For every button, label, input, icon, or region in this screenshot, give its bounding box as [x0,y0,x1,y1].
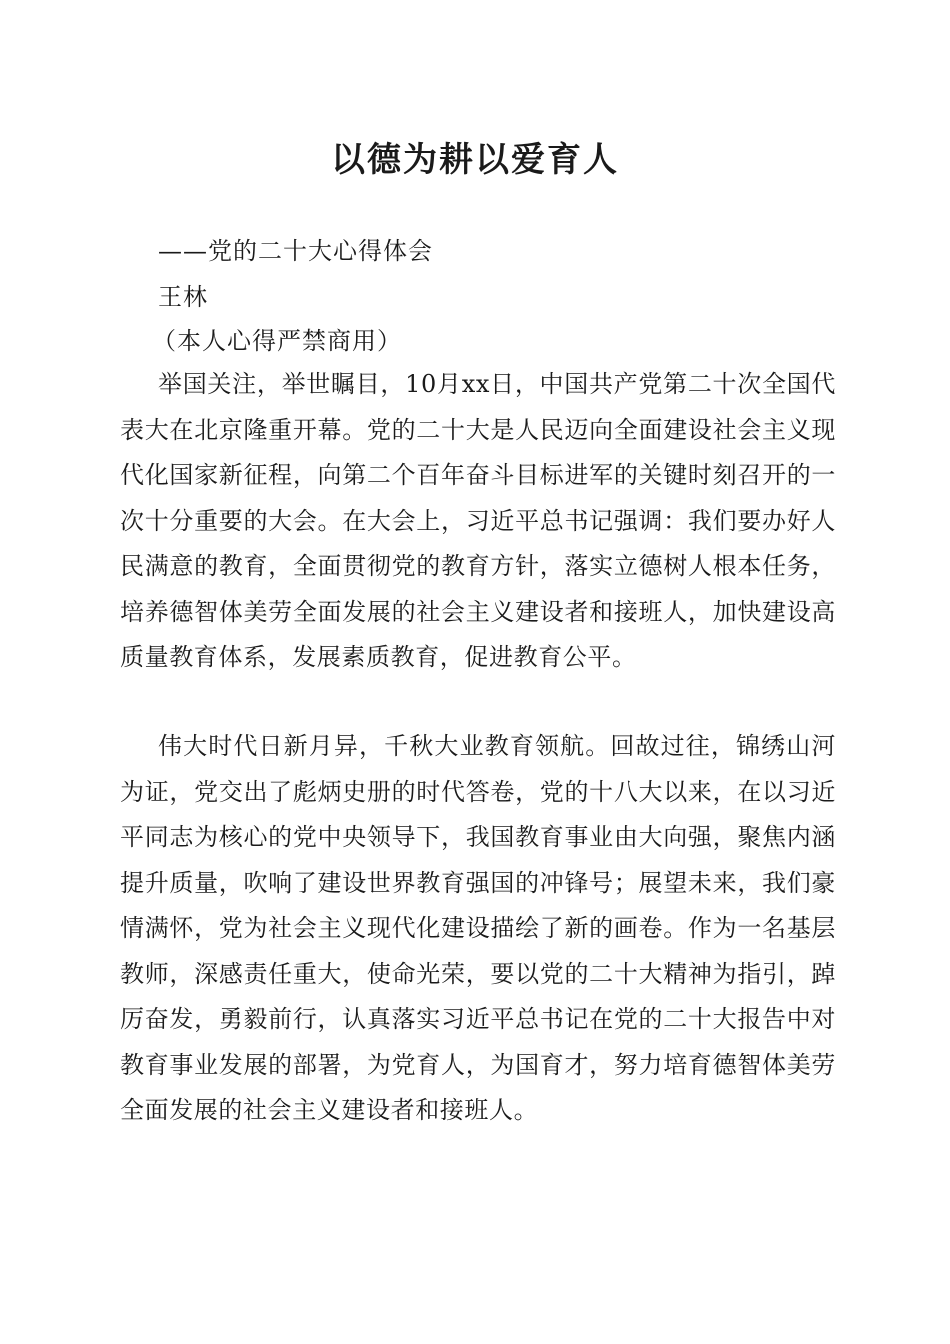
body-paragraph: 举国关注，举世瞩目，10月xx日，中国共产党第二十次全国代表大在北京隆重开幕。党的二十大是人民迈向全面建设社会主义现代化国家新征程，向第二个百年奋斗目标进军的关键时刻召开的一次十分重要的大会。在大会上，习近平总书记强调：我们要办好人民满意的教育，全面贯彻党的教育方针，落实立德树人根本任务，培养德智体美劳全面发展的社会主义建设者和接班人，加快建设高质量教育体系，发展素质教育，促进教育公平。 [120,370,836,671]
document-subtitle: ——党的二十大心得体会 [158,237,433,265]
author-name: 王林 [158,283,208,311]
body-paragraph: 伟大时代日新月异，千秋大业教育领航。回故过往，锦绣山河为证，党交出了彪炳史册的时代答卷，党的十八大以来，在以习近平同志为核心的党中央领导下，我国教育事业由大向强，聚焦内涵提升质量，吹响了建设世界教育强国的冲锋号；展望未来，我们豪情满怀，党为社会主义现代化建设描绘了新的画卷。作为一名基层教师，深感责任重大，使命光荣，要以党的二十大精神为指引，踔厉奋发，勇毅前行，认真落实习近平总书记在党的二十大报告中对教育事业发展的部署，为党育人，为国育才，努力培育德智体美劳全面发展的社会主义建设者和接班人。 [120,732,836,1124]
document-title: 以德为耕以爱育人 [331,140,619,180]
usage-note: （本人心得严禁商用） [152,327,402,355]
